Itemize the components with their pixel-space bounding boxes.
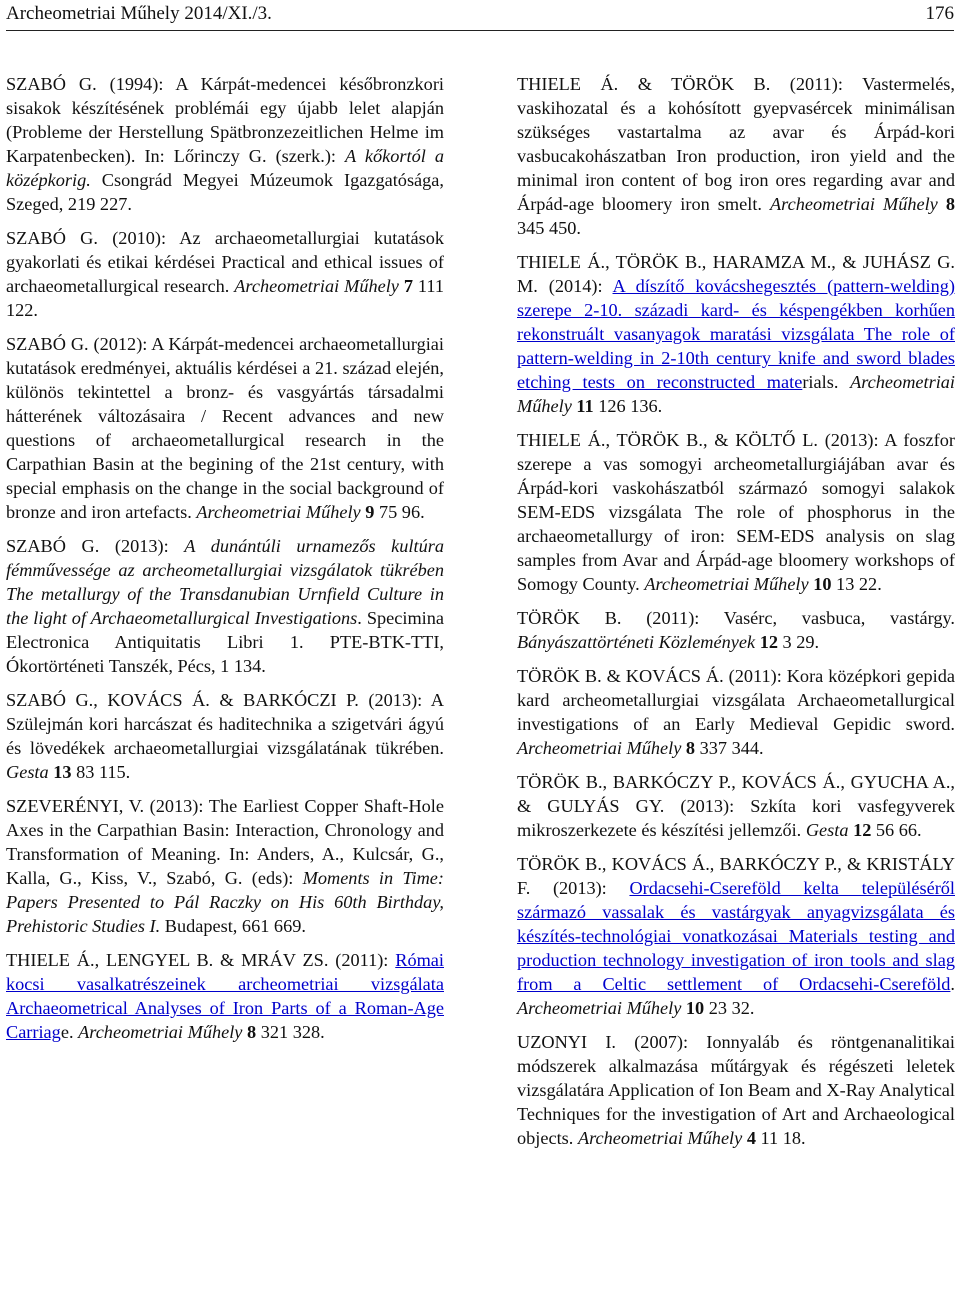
reference-text: Budapest, 661 669.: [160, 916, 306, 936]
references-column-left: [6, 72, 444, 1054]
reference-entry: [6, 948, 444, 1044]
reference-text: Archeometriai Műhely: [234, 276, 399, 296]
page-header: [6, 0, 954, 31]
reference-text: Archeometriai Műhely: [517, 372, 955, 416]
reference-text: 13 22.: [831, 574, 882, 594]
reference-entry: [6, 794, 444, 938]
reference-text: SZABÓ G. (2012): A Kárpát-medencei archaeometallurgiai kutatások eredményei, aktuális kérdései a 21. század elején, különös tekintettel a bronz- és vasgyártás társadalmi hátterének változásaira / Recent advances and new questions of archaeometallurgical research in the Carpathian Basin at the begining of the 21st century, with special emphasis on the change in the social background of bronze and iron artefacts.: [6, 334, 444, 522]
reference-text: 111 122.: [6, 276, 444, 320]
reference-link[interactable]: A díszítő kovácshegesztés (pattern-welding) szerepe 2-10. századi kard- és késpengékben korhűen rekonstruált vasanyagok maratási vizsgálata The role of pattern-welding in 2-10th century knife and sword blades etching tests on reconstructed mate: [517, 276, 955, 392]
reference-text: 56 66.: [871, 820, 922, 840]
reference-entry: [517, 1030, 955, 1150]
reference-text: TÖRÖK B. & KOVÁCS Á. (2011): Kora középkori gepida kard archeometallurgiai vizsgálata Archaeometallurgical investigations of an Early Medieval Gepidic sword.: [517, 666, 955, 734]
reference-text: 321 328.: [256, 1022, 325, 1042]
reference-text: 9: [365, 502, 375, 522]
reference-text: Moments in Time: Papers Presented to Pál Raczky on His 60th Birthday, Prehistoric Studies I.: [6, 868, 445, 936]
reference-text: 8: [945, 194, 955, 214]
reference-entry: [517, 250, 955, 418]
reference-text: SZABÓ G. (2013):: [6, 536, 185, 556]
reference-text: THIELE Á., TÖRÖK B., HARAMZA M., & JUHÁSZ G. M. (2014):: [517, 252, 955, 296]
reference-text: 3 29.: [777, 632, 820, 652]
reference-text: A dunántúli urnamezős kultúra fémművessége az archeometallurgiai vizsgálatok tükrében The metallurgy of the Transdanubian Urnfield Culture in the light of Archaeometallurgical Investigations: [6, 536, 444, 628]
reference-text: 7: [403, 276, 413, 296]
reference-entry: [6, 534, 444, 678]
reference-text: . Specimina Electronica Antiquitatis Libri 1. PTE-BTK-TTI, Ókortörténeti Tanszék, Pécs, 1 134.: [6, 608, 444, 676]
reference-link[interactable]: Ordacsehi-Csereföld kelta településéről származó vassalak és vastárgyak anyagvizsgálata és készítés-technológiai vonatkozásai Materials testing and production technology investigation of iron tools and slag from a Celtic settlement of Ordacsehi-Csereföld: [517, 878, 955, 994]
reference-text: 75 96.: [374, 502, 425, 522]
reference-text: Archeometriai Műhely: [577, 1128, 743, 1148]
reference-text: [938, 194, 946, 214]
reference-text: SZABÓ G. (1994): A Kárpát-medencei későbronzkori sisakok készítésének problémái egy újabb lelet alapján (Probleme der Herstellung Spätbronzezeitlichen Helme im Karpatenbecken). In: Lőrinczy G. (szerk.):: [6, 74, 444, 166]
reference-entry: [6, 332, 444, 524]
reference-text: TÖRÖK B., BARKÓCZY P., KOVÁCS Á., GYUCHA A., & GULYÁS GY. (2013): Szkíta kori vasfegyverek mikroszerkezete és készítési jellemzői.: [517, 772, 955, 840]
reference-text: e.: [60, 1022, 79, 1042]
reference-text: SZABÓ G. (2010): Az archaeometallurgiai kutatások gyakorlati és etikai kérdései Practical and ethical issues of archaeometallurgical research.: [6, 228, 444, 296]
reference-text: 13: [53, 762, 72, 782]
reference-text: Bányászattörténeti Közlemények: [517, 632, 756, 652]
reference-text: Archeometriai Műhely: [644, 574, 809, 594]
reference-text: Archeometriai Műhely: [196, 502, 361, 522]
reference-text: THIELE Á. & TÖRÖK B. (2011): Vastermelés, vaskihozatal és a kohósított gyepvasércek minimálisan szükséges vastartalma az avar és Árpád-kori vasbucakohászatban Iron production, iron yield and the minimal iron content of bog iron ores regarding avar and Árpád-age bloomery iron smelt.: [517, 74, 955, 214]
journal-title: Archeometriai Műhely 2014/XI./3.: [6, 3, 272, 24]
reference-entry: [6, 72, 444, 216]
reference-text: TÖRÖK B. (2011): Vasérc, vasbuca, vastárgy.: [517, 608, 955, 628]
reference-text: TÖRÖK B., KOVÁCS Á., BARKÓCZY P., & KRISTÁLY F. (2013):: [517, 854, 955, 898]
reference-text: rials.: [802, 372, 851, 392]
reference-entry: [517, 72, 955, 240]
reference-text: 8: [246, 1022, 257, 1042]
reference-text: 345 450.: [517, 218, 581, 238]
reference-text: SZEVERÉNYI, V. (2013): The Earliest Copper Shaft-Hole Axes in the Carpathian Basin: Interaction, Chronology and Transformation of Meaning. In: Anders, A., Kulcsár, G., Kalla, G., Kiss, V., Szabó, G. (eds):: [6, 796, 444, 888]
reference-entry: [6, 226, 444, 322]
reference-text: 8: [685, 738, 696, 758]
reference-text: 10: [813, 574, 832, 594]
reference-text: Archeometriai Műhely: [770, 194, 938, 214]
reference-text: UZONYI I. (2007): Ionnyaláb és röntgenanalitikai módszerek alkalmazása műtárgyak és régészeti leletek vizsgálatára Application of Ion Beam and X-Ray Analytical Techniques for the investigation of Art and Archaeological objects.: [517, 1032, 955, 1148]
reference-text: Archeometriai Műhely: [78, 1022, 243, 1042]
reference-text: 83 115.: [71, 762, 131, 782]
reference-text: Gesta: [6, 762, 49, 782]
reference-text: 126 136.: [593, 396, 663, 416]
reference-text: 12: [853, 820, 872, 840]
reference-text: SZABÓ G., KOVÁCS Á. & BARKÓCZI P. (2013): A Szülejmán kori harcászat és haditechnika a szigetvári ágyú és lövedékek archaeometallurgiai vizsgálatának tükrében.: [6, 690, 444, 758]
reference-text: 10: [685, 998, 705, 1018]
reference-text: Archeometriai Műhely: [517, 998, 682, 1018]
reference-text: Gesta: [805, 820, 849, 840]
reference-text: 11 18.: [755, 1128, 806, 1148]
reference-text: 337 344.: [695, 738, 764, 758]
references-column-right: [517, 72, 955, 1160]
reference-entry: [517, 428, 955, 596]
reference-text: 4: [746, 1128, 756, 1148]
reference-text: A kőkortól a középkorig.: [6, 146, 444, 190]
reference-entry: [517, 606, 955, 654]
reference-entry: [6, 688, 444, 784]
reference-text: THIELE Á., TÖRÖK B., & KÖLTŐ L. (2013): A foszfor szerepe a vas somogyi archeometallurgiájában avar és Árpád-kori vaskohászatból származó somogyi salakok SEM-EDS vizsgálata The role of phosphorus in the archaeometallurgy of iron: SEM-EDS analysis on slag samples from Avar and Árpád-age bloomery workshops of Somogy County.: [517, 430, 955, 594]
reference-text: Csongrád Megyei Múzeumok Igazgatósága, Szeged, 219 227.: [6, 170, 444, 214]
reference-text: THIELE Á., LENGYEL B. & MRÁV ZS. (2011):: [6, 950, 396, 970]
reference-text: 12: [759, 632, 778, 652]
reference-text: 23 32.: [704, 998, 755, 1018]
reference-text: .: [950, 974, 955, 994]
reference-entry: [517, 664, 955, 760]
reference-entry: [517, 852, 955, 1020]
reference-text: 11: [576, 396, 594, 416]
reference-link[interactable]: Római kocsi vasalkatrészeinek archeometriai vizsgálata Archaeometrical Analyses of Iron Parts of a Roman-Age Carriag: [6, 950, 444, 1042]
page-number: 176: [925, 3, 954, 24]
reference-entry: [517, 770, 955, 842]
reference-text: Archeometriai Műhely: [517, 738, 682, 758]
